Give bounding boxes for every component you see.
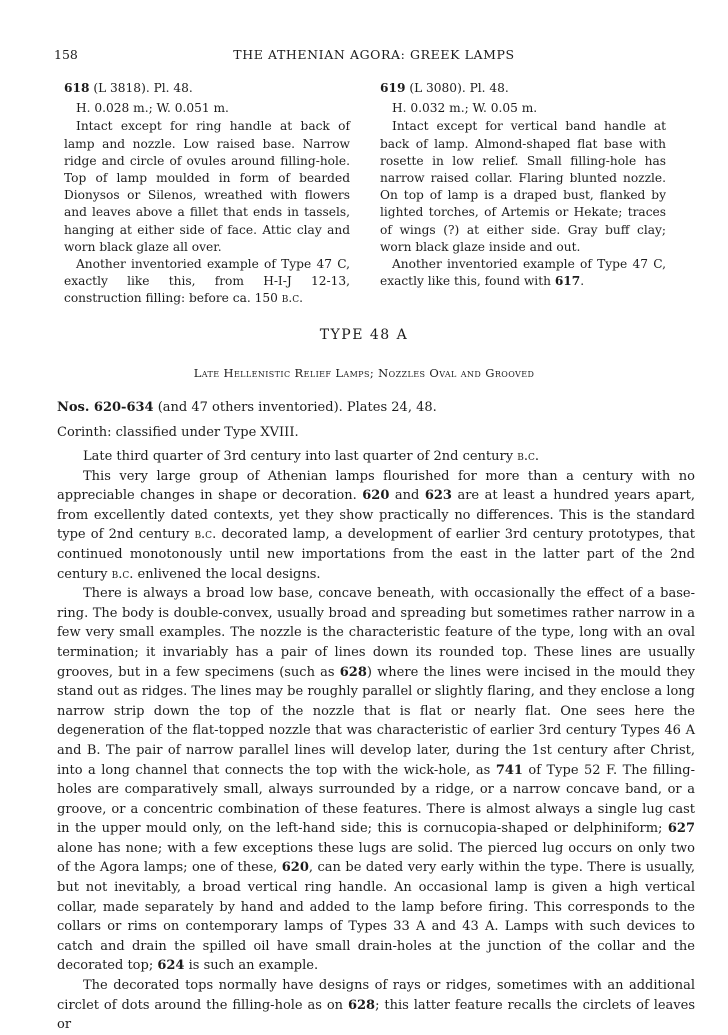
entry-description: Intact except for ring handle at back of lamp and nozzle. Low raised base. Narrow ridge and circle of ovules around filling-hole. Top of lamp moulded in form of bearded Dionysos or Silenos, wreathed with flowers and leaves above a fillet that ends in tassels, hanging at either side of face. Attic clay and worn black glaze all over. bbox=[64, 119, 350, 254]
entry-reference: (L 3818). Pl. 48. bbox=[89, 81, 193, 95]
corinth-classification: Corinth: classified under Type XVIII. bbox=[57, 425, 299, 440]
entry-dimensions: H. 0.028 m.; W. 0.051 m. bbox=[76, 101, 229, 116]
entry-number: 618 bbox=[64, 81, 90, 95]
entry-heading bbox=[380, 80, 666, 97]
body-paragraph-overview: This very large group of Athenian lamps flourished for more than a century with no appreciable changes in shape or decoration. 620 and 623 are at least a hundred years apart, from excellently dated contexts, yet they show practically no differences. This is the standard type of 2nd century b.c. decorated lamp, a development of earlier 3rd century prototypes, that continued monotonously until new importations from the east in the latter part of the 2nd century b.c. enlivened the local designs. bbox=[57, 468, 696, 582]
body-text bbox=[57, 447, 695, 1035]
catalog-entry-618 bbox=[64, 80, 350, 308]
catalog-range-label: Nos. 620-634 bbox=[57, 400, 154, 415]
entry-note: Another inventoried example of Type 47 C, exactly like this, found with 617. bbox=[380, 257, 666, 289]
catalog-range-detail: (and 47 others inventoried). Plates 24, 48. bbox=[153, 400, 437, 415]
body-paragraph-decoration: The decorated tops normally have designs of rays or ridges, sometimes with an additional circlet of dots around the filling-hole as on 628; this latter feature recalls the circlets of leaves or bbox=[57, 978, 695, 1033]
body-paragraph-shape: There is always a broad low base, concave beneath, with occasionally the effect of a base-ring. The body is double-convex, usually broad and spreading but sometimes rather narrow in a few very small examples. The nozzle is the characteristic feature of the type, long with an oval termination; it invariably has a pair of lines down its rounded top. These lines are usually grooves, but in a few specimens (such as 628) where the lines were incised in the mould they stand out as ridges. The lines may be roughly parallel or slightly flaring, and they enclose a long narrow strip down the top of the nozzle that is flat or nearly flat. One sees here the degeneration of the flat-topped nozzle that was characteristic of earlier 3rd century Types 46 A and B. The pair of narrow parallel lines will develop later, during the 1st century after Christ, into a long channel that connects the top with the wick-hole, as 741 of Type 52 F. The filling-holes are comparatively small, always surrounded by a ridge, or a narrow concave band, or a groove, or a concentric combination of these features. There is almost always a single lug cast in the upper mould only, on the left-hand side; this is cornucopia-shaped or delphiniform; 627 alone has none; with a few exceptions these lugs are solid. The pierced lug occurs on only two of the Agora lamps; one of these, 620, can be dated very early within the type. There is usually, but not inevitably, a broad vertical ring handle. An occasional lamp is given a high vertical collar, made separately by hand and added to the lamp before firing. This corresponds to the collars or rims on contemporary lamps of Types 33 A and 43 A. Lamps with such devices to catch and drain the spilled oil have small drain-holes at the junction of the collar and the decorated top; 624 is such an example. bbox=[57, 586, 695, 974]
body-paragraph-date: Late third quarter of 3rd century into last quarter of 2nd century b.c. bbox=[83, 449, 539, 464]
section-subtitle: Late Hellenistic Relief Lamps; Nozzles Oval and Grooved bbox=[193, 366, 535, 380]
page-number: 158 bbox=[54, 47, 78, 62]
running-head bbox=[54, 47, 694, 65]
entry-description: Intact except for vertical band handle at back of lamp. Almond-shaped flat base with rosette in low relief. Small filling-hole has narrow raised collar. Flaring blunted nozzle. On top of lamp is a draped bust, flanked by lighted torches, of Artemis or Hekate; traces of wings (?) at either side. Gray buff clay; worn black glaze inside and out. bbox=[380, 119, 666, 254]
running-title: THE ATHENIAN AGORA: GREEK LAMPS bbox=[233, 47, 515, 62]
entry-dimensions: H. 0.032 m.; W. 0.05 m. bbox=[392, 101, 538, 116]
entry-note: Another inventoried example of Type 47 C, exactly like this, from H-I-J 12-13, construction filling: before ca. 150 b.c. bbox=[64, 257, 350, 306]
entry-number: 619 bbox=[380, 81, 406, 95]
catalog-entry-619 bbox=[380, 80, 666, 290]
catalog-range bbox=[57, 400, 697, 415]
entry-reference: (L 3080). Pl. 48. bbox=[405, 81, 509, 95]
entry-heading bbox=[64, 80, 350, 97]
section-title: TYPE 48 A bbox=[319, 327, 409, 343]
